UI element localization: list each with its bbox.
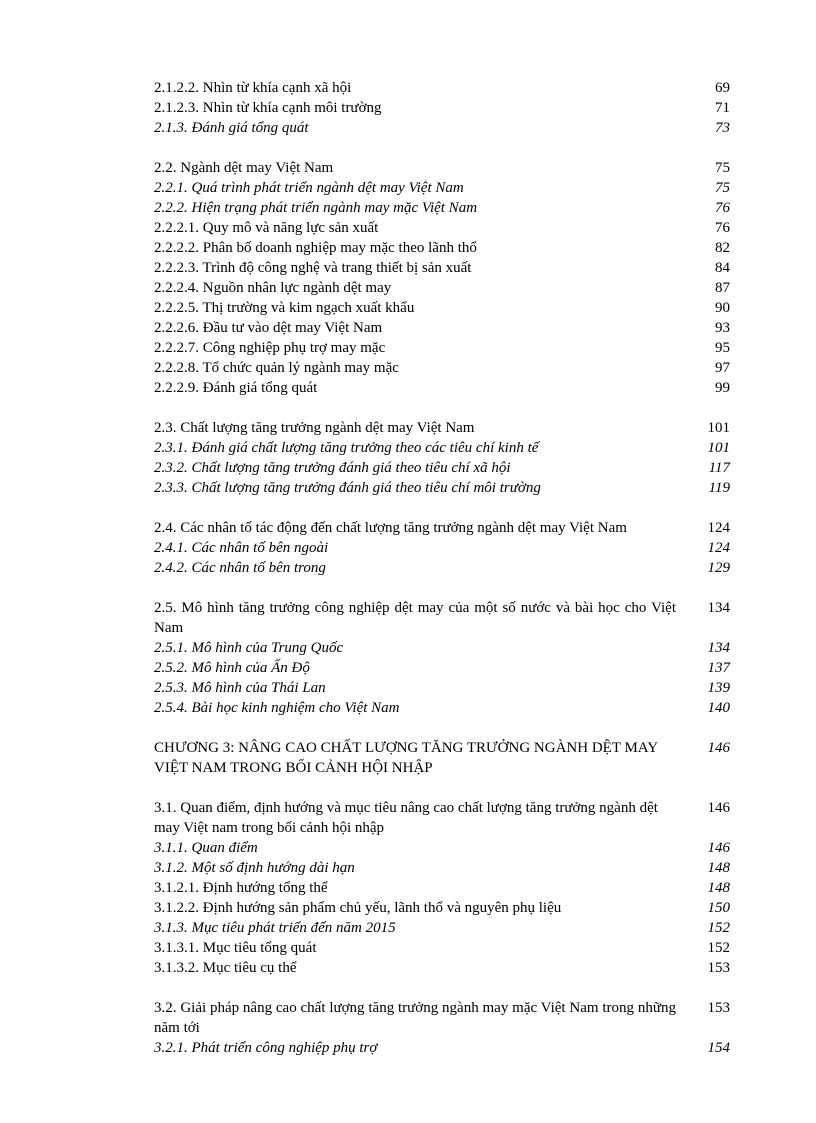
toc-entry-title: 3.1. Quan điểm, định hướng và mục tiêu nâng cao chất lượng tăng trưởng ngành dệt may Việt nam trong bối cảnh hội nhập — [154, 800, 658, 836]
toc-entry-page-number: 148 — [707, 880, 730, 896]
toc-entry — [154, 338, 730, 358]
toc-entry-page-number: 148 — [707, 860, 730, 876]
toc-entry-title: 2.3.2. Chất lượng tăng trưởng đánh giá theo tiêu chí xã hội — [154, 460, 511, 476]
toc-entry-page-number: 84 — [715, 260, 730, 276]
toc-group — [154, 158, 730, 398]
toc-entry-title: 3.1.3. Mục tiêu phát triển đến năm 2015 — [154, 920, 396, 936]
toc-entry-title: 3.2.1. Phát triển công nghiệp phụ trợ — [154, 1040, 378, 1056]
toc-entry — [154, 798, 730, 838]
toc-entry-title: CHƯƠNG 3: NÂNG CAO CHẤT LƯỢNG TĂNG TRƯỞNG NGÀNH DỆT MAY VIỆT NAM TRONG BỐI CẢNH HỘI NHẬP — [154, 740, 658, 776]
toc-entry-title: 2.4.2. Các nhân tố bên trong — [154, 560, 326, 576]
toc-entry-title: 2.5.3. Mô hình của Thái Lan — [154, 680, 326, 696]
toc-entry-page-number: 140 — [707, 700, 730, 716]
toc-entry-title: 2.1.3. Đánh giá tổng quát — [154, 120, 309, 136]
toc-entry — [154, 258, 730, 278]
toc-entry-page-number: 71 — [715, 100, 730, 116]
toc-entry — [154, 638, 730, 658]
table-of-contents — [154, 78, 730, 1078]
toc-entry-title: 2.2.2.9. Đánh giá tổng quát — [154, 380, 318, 396]
toc-entry-page-number: 95 — [715, 340, 730, 356]
toc-group — [154, 518, 730, 578]
toc-entry-page-number: 97 — [715, 360, 730, 376]
toc-entry-title: 2.5. Mô hình tăng trưởng công nghiệp dệt may của một số nước và bài học cho Việt Nam — [154, 600, 676, 636]
toc-entry-page-number: 119 — [708, 480, 730, 496]
toc-entry — [154, 218, 730, 238]
toc-entry — [154, 698, 730, 718]
toc-entry — [154, 78, 730, 98]
toc-entry-page-number: 124 — [707, 520, 730, 536]
toc-entry — [154, 118, 730, 138]
toc-entry-page-number: 124 — [707, 540, 730, 556]
toc-entry — [154, 278, 730, 298]
toc-entry — [154, 958, 730, 978]
toc-entry-page-number: 101 — [707, 420, 730, 436]
toc-entry — [154, 558, 730, 578]
toc-entry-title: 2.3.1. Đánh giá chất lượng tăng trưởng theo các tiêu chí kinh tế — [154, 440, 539, 456]
toc-entry-page-number: 146 — [707, 800, 730, 816]
toc-entry — [154, 898, 730, 918]
toc-entry — [154, 158, 730, 178]
toc-entry-page-number: 139 — [707, 680, 730, 696]
toc-entry-page-number: 146 — [707, 840, 730, 856]
toc-group — [154, 598, 730, 718]
toc-entry — [154, 1038, 730, 1058]
toc-group — [154, 798, 730, 978]
toc-entry-title: 2.2.2.4. Nguồn nhân lực ngành dệt may — [154, 280, 392, 296]
toc-entry — [154, 938, 730, 958]
toc-entry-title: 3.1.3.2. Mục tiêu cụ thể — [154, 960, 297, 976]
toc-entry-title: 3.1.2. Một số định hướng dài hạn — [154, 860, 355, 876]
toc-entry-title: 2.3. Chất lượng tăng trưởng ngành dệt may Việt Nam — [154, 420, 475, 436]
toc-entry-page-number: 153 — [707, 1000, 730, 1016]
toc-entry-page-number: 154 — [707, 1040, 730, 1056]
toc-group — [154, 418, 730, 498]
toc-entry — [154, 918, 730, 938]
toc-entry-page-number: 134 — [707, 640, 730, 656]
toc-entry — [154, 598, 730, 638]
toc-entry — [154, 858, 730, 878]
toc-entry — [154, 358, 730, 378]
toc-entry-title: 2.5.1. Mô hình của Trung Quốc — [154, 640, 344, 656]
toc-entry — [154, 178, 730, 198]
toc-entry-title: 3.2. Giải pháp nâng cao chất lượng tăng trưởng ngành may mặc Việt Nam trong những năm tới — [154, 1000, 676, 1036]
toc-entry-title: 3.1.1. Quan điểm — [154, 840, 258, 856]
toc-group — [154, 78, 730, 138]
toc-entry-title: 2.2.1. Quá trình phát triển ngành dệt may Việt Nam — [154, 180, 464, 196]
toc-entry-page-number: 152 — [707, 940, 730, 956]
toc-entry — [154, 478, 730, 498]
toc-entry-page-number: 93 — [715, 320, 730, 336]
toc-entry-title: 2.1.2.2. Nhìn từ khía cạnh xã hội — [154, 80, 352, 96]
toc-entry-page-number: 90 — [715, 300, 730, 316]
toc-entry-title: 2.2.2.5. Thị trường và kim ngạch xuất khẩu — [154, 300, 415, 316]
toc-entry — [154, 538, 730, 558]
toc-entry-title: 2.4. Các nhân tố tác động đến chất lượng tăng trưởng ngành dệt may Việt Nam — [154, 520, 627, 536]
toc-entry-page-number: 134 — [707, 600, 730, 616]
toc-entry — [154, 878, 730, 898]
toc-entry — [154, 318, 730, 338]
toc-entry-page-number: 69 — [715, 80, 730, 96]
toc-entry — [154, 238, 730, 258]
toc-entry — [154, 438, 730, 458]
toc-entry-title: 3.1.2.1. Định hướng tổng thể — [154, 880, 328, 896]
toc-group — [154, 998, 730, 1058]
toc-group — [154, 738, 730, 778]
toc-entry-page-number: 137 — [707, 660, 730, 676]
toc-entry-page-number: 153 — [707, 960, 730, 976]
toc-entry-title: 2.5.4. Bài học kinh nghiệm cho Việt Nam — [154, 700, 400, 716]
toc-entry-title: 2.2.2.2. Phân bố doanh nghiệp may mặc theo lãnh thổ — [154, 240, 477, 256]
toc-entry-title: 2.3.3. Chất lượng tăng trưởng đánh giá theo tiêu chí môi trường — [154, 480, 541, 496]
toc-entry-title: 2.5.2. Mô hình của Ấn Độ — [154, 660, 310, 676]
toc-entry — [154, 458, 730, 478]
toc-entry — [154, 198, 730, 218]
toc-entry-title: 2.2.2.7. Công nghiệp phụ trợ may mặc — [154, 340, 386, 356]
toc-entry-title: 3.1.3.1. Mục tiêu tổng quát — [154, 940, 317, 956]
toc-entry — [154, 518, 730, 538]
toc-entry-title: 2.2.2.6. Đầu tư vào dệt may Việt Nam — [154, 320, 383, 336]
toc-entry — [154, 418, 730, 438]
toc-entry-page-number: 117 — [708, 460, 730, 476]
toc-entry-title: 2.2.2. Hiện trạng phát triển ngành may mặc Việt Nam — [154, 200, 478, 216]
toc-entry-page-number: 146 — [707, 740, 730, 756]
toc-entry-page-number: 82 — [715, 240, 730, 256]
toc-entry-page-number: 152 — [707, 920, 730, 936]
toc-entry — [154, 98, 730, 118]
toc-entry — [154, 678, 730, 698]
toc-entry — [154, 378, 730, 398]
toc-entry-page-number: 101 — [707, 440, 730, 456]
toc-entry-page-number: 76 — [715, 200, 730, 216]
toc-entry-title: 2.1.2.3. Nhìn từ khía cạnh môi trường — [154, 100, 382, 116]
toc-entry — [154, 298, 730, 318]
toc-entry-page-number: 75 — [715, 160, 730, 176]
toc-entry-page-number: 99 — [715, 380, 730, 396]
toc-entry-title: 3.1.2.2. Định hướng sản phẩm chủ yếu, lãnh thổ và nguyên phụ liệu — [154, 900, 562, 916]
toc-entry-page-number: 75 — [715, 180, 730, 196]
toc-entry-title: 2.2.2.8. Tổ chức quản lý ngành may mặc — [154, 360, 399, 376]
toc-entry-page-number: 76 — [715, 220, 730, 236]
toc-entry — [154, 838, 730, 858]
toc-entry-title: 2.2.2.3. Trình độ công nghệ và trang thiết bị sản xuất — [154, 260, 472, 276]
toc-entry — [154, 998, 730, 1038]
toc-entry-title: 2.4.1. Các nhân tố bên ngoài — [154, 540, 329, 556]
toc-entry-title: 2.2. Ngành dệt may Việt Nam — [154, 160, 334, 176]
toc-entry — [154, 658, 730, 678]
toc-entry-page-number: 150 — [707, 900, 730, 916]
toc-entry-title: 2.2.2.1. Quy mô và năng lực sản xuất — [154, 220, 379, 236]
toc-entry-page-number: 73 — [715, 120, 730, 136]
toc-entry-page-number: 129 — [707, 560, 730, 576]
toc-entry-page-number: 87 — [715, 280, 730, 296]
toc-entry — [154, 738, 730, 778]
